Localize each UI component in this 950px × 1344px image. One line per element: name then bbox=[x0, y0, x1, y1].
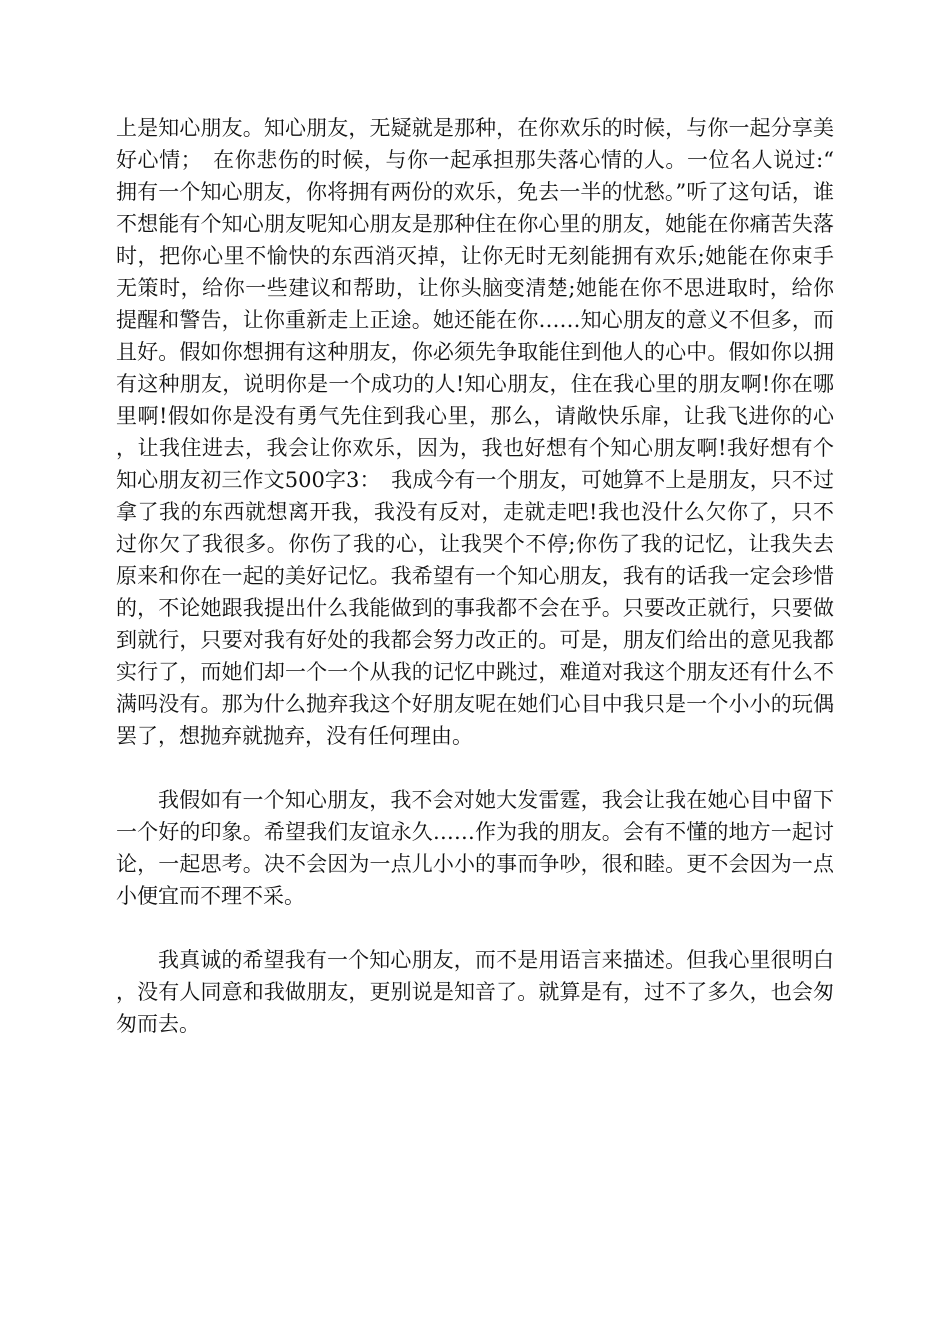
paragraph-3: 我真诚的希望我有一个知心朋友，而不是用语言来描述。但我心里很明白，没有人同意和我做朋友，更别说是知音了。就算是有，过不了多久，也会匆匆而去。 bbox=[116, 948, 834, 1036]
paragraph-1: 上是知心朋友。知心朋友，无疑就是那种，在你欢乐的时候，与你一起分享美好心情； 在你悲伤的时候，与你一起承担那失落心情的人。一位名人说过:“拥有一个知心朋友，你将拥有两份的欢乐，免去一半的忧愁。”听了这句话，谁不想能有个知心朋友呢知心朋友是那种住在你心里的朋友，她能在你痛苦失落时，把你心里不愉快的东西消灭掉，让你无时无刻能拥有欢乐;她能在你束手无策时，给你一些建议和帮助，让你头脑变清楚;她能在你不思进取时，给你提醒和警告，让你重新走上正途。她还能在你……知心朋友的意义不但多，而且好。假如你想拥有这种朋友，你必须先争取能住到他人的心中。假如你以拥有这种朋友，说明你是一个成功的人!知心朋友，住在我心里的朋友啊!你在哪里啊!假如你是没有勇气先住到我心里，那么，请敞快乐扉，让我飞进你的心，让我住进去，我会让你欢乐，因为，我也好想有个知心朋友啊!我好想有个知心朋友初三作文500字3： 我成今有一个朋友，可她算不上是朋友，只不过拿了我的东西就想离开我，我没有反对，走就走吧!我也没什么欠你了，只不过你欠了我很多。你伤了我的心，让我哭个不停;你伤了我的记忆，让我失去原来和你在一起的美好记忆。我希望有一个知心朋友，我有的话我一定会珍惜的，不论她跟我提出什么我能做到的事我都不会在乎。只要改正就行，只要做到就行，只要对我有好处的我都会努力改正的。可是，朋友们给出的意见我都实行了，而她们却一个一个从我的记忆中跳过，难道对我这个朋友还有什么不满吗没有。那为什么抛弃我这个好朋友呢在她们心目中我只是一个小小的玩偶罢了，想抛弃就抛弃，没有任何理由。 bbox=[116, 116, 834, 748]
paragraph-2: 我假如有一个知心朋友，我不会对她大发雷霆，我会让我在她心目中留下一个好的印象。希望我们友谊永久……作为我的朋友。会有不懂的地方一起讨论，一起思考。决不会因为一点儿小小的事而争吵，很和睦。更不会因为一点小便宜而不理不采。 bbox=[116, 788, 834, 908]
document-body bbox=[116, 112, 834, 1040]
